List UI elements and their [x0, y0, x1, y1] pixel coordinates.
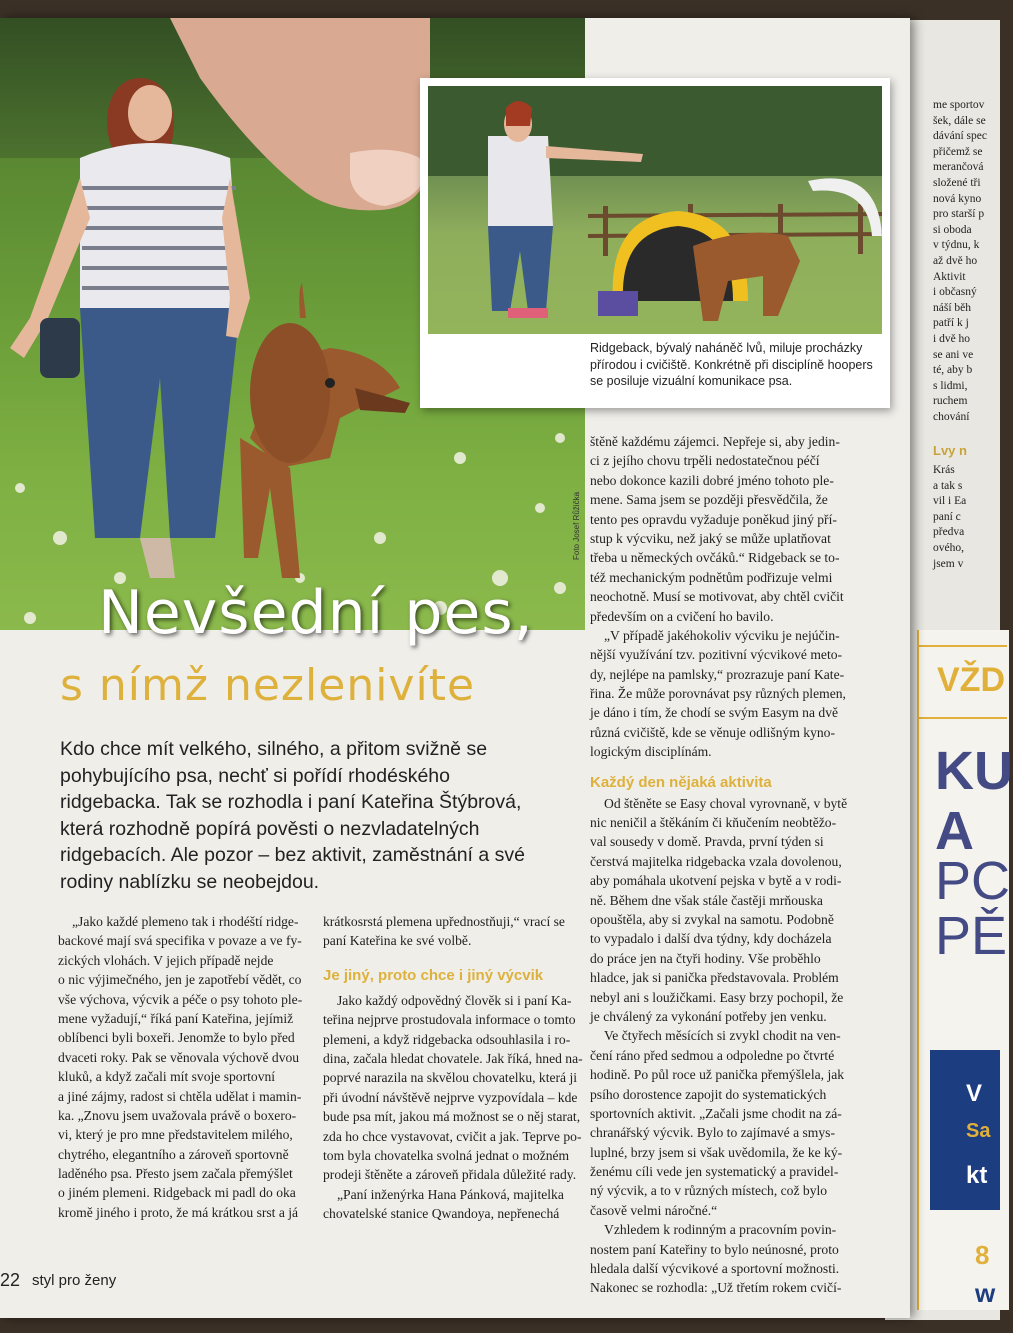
text-line: nostem paní Kateřiny to bylo neúnosné, proto [590, 1241, 839, 1257]
text-line: tom byla chovatelka svolná jednat o možném [323, 1147, 570, 1163]
text-line: do práce jen na čtyři hodiny. Vše proběhlo [590, 950, 821, 966]
text-line: čení ráno před sedmou a odpoledne po čtvrté [590, 1047, 835, 1063]
text-line: kromě jiného i proto, že má krátkou srst a já [58, 1204, 299, 1220]
lead-line: Kdo chce mít velkého, silného, a přitom svižně se [60, 738, 488, 760]
right-page-line: v týdnu, k [933, 239, 980, 252]
text-line: stup k výcviku, než jaký se může uplatňovat [590, 530, 831, 546]
text-line: o nic výjimečného, jen je zapotřebí vědět, co [58, 972, 302, 988]
text-line: mene. Sama jsem se později přesvědčila, že [590, 492, 828, 508]
text-line: zda ho chce vystavovat, cvičit a jak. Teprve po- [323, 1128, 582, 1144]
right-page-line: chování [933, 410, 970, 423]
text-line: především on a cvičení ho bavilo. [590, 608, 774, 624]
text-line: ně. Během dne však stále častěji mrňouska [590, 892, 823, 908]
text-line: paní Kateřina ke své volbě. [323, 933, 472, 949]
column-2 [323, 912, 583, 1223]
right-page-line: Krás [933, 464, 955, 477]
article-lead [60, 736, 580, 895]
text-line: štěně každému zájemci. Nepřeje si, aby jedin- [590, 434, 840, 449]
column-1 [58, 912, 308, 1222]
right-page-line: té, aby b [933, 364, 973, 377]
text-line: Od štěněte se Easy choval vyrovnaně, v bytě [604, 795, 848, 811]
text-line: backové mají svá specifika v povaze a ve fy- [58, 933, 302, 949]
right-page-line: i občasný [933, 286, 977, 299]
text-line: Ve čtyřech měsících si zvykl chodit na ven- [604, 1028, 841, 1044]
text-line: sportovních aktivit. „Začali jsme chodit na zá- [590, 1105, 842, 1121]
right-page-line: ruchem [933, 395, 968, 408]
text-line: ný výcvik, a to v různých místech, což bylo [590, 1183, 828, 1199]
text-line: neochotně. Musí se motivovat, aby chtěl cvičit [590, 589, 844, 605]
text-line: čerstvá majitelka ridgebacka vzala dovolenou, [590, 853, 842, 869]
text-line: prodeji štěněte a zároveň přidala důležité rady. [323, 1167, 577, 1183]
right-page-line: ového, [933, 542, 964, 555]
text-line: opouštěla, aby si zvykal na samotu. Podobně [590, 911, 834, 927]
text-line: dvaceti roky. Pak se věnovala výchově dvou [58, 1049, 300, 1065]
blue-ad-box [930, 1050, 1000, 1210]
text-line: časově velmi náročné.“ [590, 1202, 718, 1218]
right-page-line: přičemž se [933, 145, 983, 158]
band-text: VŽD [937, 661, 1005, 699]
text-line: zických vlohách. V jejich případě nejde [58, 952, 274, 968]
text-line: krátkosrstá plemena upřednostňuji,“ vrací se [323, 914, 565, 929]
text-line: Nakonec se rozhodla: „Už třetím rokem cvičí- [590, 1280, 842, 1296]
text-line: nější využívání tzv. pozitivní výcvikové meto- [590, 647, 843, 663]
magazine-name: styl pro ženy [32, 1272, 117, 1289]
text-line: logickým disciplínám. [590, 744, 712, 760]
lead-line: rodiny nablízku se neobejdou. [60, 870, 320, 893]
text-line: plemeni, a když ridgebacka odsouhlasila i ro- [323, 1031, 571, 1047]
right-page-line: vil i Ea [933, 495, 967, 508]
right-page-band [917, 645, 1007, 719]
text-line: též mechanickým podnětům podřizuje velmi [590, 569, 833, 585]
right-bottom-number: 8 [975, 1240, 990, 1270]
text-line: hodině. Po půl roce už panička přemýšlela, jak [590, 1067, 845, 1083]
blue-text-2: Sa [966, 1120, 991, 1142]
right-page-line: nová kyno [933, 192, 982, 205]
article-subtitle: s nímž nezlenivíte [60, 660, 476, 711]
right-page-line: Aktivit [933, 270, 966, 283]
text-line: nebo dokonce kazili dobré jméno tohoto ple- [590, 472, 834, 488]
text-line: vi, který je pro mne představitelem milého, [58, 1127, 293, 1143]
right-page-line: a tak s [933, 479, 963, 492]
lead-line: pohybujícího psa, nechť si pořídí rhodéského [60, 764, 450, 787]
right-page-line: předva [933, 526, 965, 539]
inset-photo [428, 86, 882, 334]
spacer [933, 425, 1003, 443]
lead-line: která rozhodně popírá pověsti o nezvladatelných [60, 817, 480, 840]
text-line: o jiném plemeni. Ridgeback mi padl do oka [58, 1185, 296, 1201]
text-line: Jako každý odpovědný člověk si i paní Ka- [337, 992, 572, 1008]
text-line: poprvé narazila na skvělou chovatelku, která ji [323, 1070, 578, 1086]
text-line: teřina nejprve prostudovala informace o tomto [323, 1012, 576, 1028]
text-line: nebyl ani s loužičkami. Easy brzy pochopil, že [590, 989, 844, 1005]
text-line: chytrého, elegantního a zároveň sportovně [58, 1146, 289, 1162]
text-line: tento pes opravdu vyžaduje poněkud jiný pří- [590, 511, 837, 527]
big-text-1: KU [935, 741, 1013, 801]
right-page-line: i dvě ho [933, 332, 971, 345]
inset-photo-frame [420, 78, 890, 408]
text-line: chovatelské stanice Qwandoya, nepřenechá [323, 1206, 560, 1222]
text-line: luplné, brzy jsem si však uvědomila, že ke ký- [590, 1144, 843, 1160]
text-line: kluků, a když začali mít svoje sportovní [58, 1069, 276, 1085]
spacer [323, 951, 578, 965]
text-line: řina. Že může porovnávat psy různých plemen, [590, 686, 846, 702]
text-line: ka. „Znovu jsem uvažovala právě o boxero- [58, 1107, 297, 1123]
text-line: dina, začala hledat chovatele. Jak říká, hned na- [323, 1050, 583, 1066]
spacer [590, 762, 870, 772]
photo-credit: Foto Josef Růžička [572, 491, 581, 560]
right-bottom-letter: w [975, 1278, 996, 1308]
right-page-line: s lidmi, [933, 379, 968, 392]
text-line: val sousedy v domě. Pravda, první týden si [590, 834, 824, 850]
text-line: je chválený za vykonání potřeby jen venku. [590, 1008, 827, 1024]
right-page-line: jsem v [933, 557, 964, 570]
right-page-heading: Lvy n [933, 443, 967, 459]
text-line: to vypadalo i další dva týdny, kdy docházela [590, 931, 832, 947]
text-line: třeba u německých ovčáků.“ Ridgeback se to- [590, 550, 840, 566]
right-page-line: se ani ve [933, 348, 974, 361]
text-line: laděného psa. Přesto jsem začala přemýšlet [58, 1166, 293, 1182]
right-page-line: dávání spec [933, 130, 987, 143]
text-line: chranářský výcvik. Bylo to zajímavé a smys- [590, 1125, 835, 1141]
text-line: „Jako každé plemeno tak i rhodéští ridge- [72, 914, 299, 929]
right-page-line: si oboda [933, 223, 972, 236]
big-text-3: PC [935, 851, 1011, 911]
lead-line: ridgebacka. Tak se rozhodla i paní Kateřina Štýbrová, [60, 791, 522, 813]
big-text-4: PĚ [935, 906, 1008, 966]
right-page-line: až dvě ho [933, 254, 978, 267]
right-page-line: merančová [933, 161, 984, 174]
text-line: ci z jejího chovu trpěli nedostatečnou péčí [590, 453, 820, 469]
article-title: Nevšední pes, [98, 578, 534, 648]
right-page-line: šek, dále se [933, 114, 986, 127]
photo-caption: Ridgeback, bývalý naháněč lvů, miluje procházky přírodou i cvičiště. Konkrétně při disciplíně hoopers se posiluje vizuální komunikace psa. [590, 341, 873, 388]
text-line: hladce, jak si panička představovala. Problém [590, 970, 839, 986]
text-line: různá cvičiště, kde se věnuje odlišným kyno- [590, 724, 835, 740]
right-page-line: náší běh [933, 301, 972, 314]
text-line: hledala další výcvikové a sportovní možnosti. [590, 1261, 840, 1277]
text-line: a jiné zájmy, radost si chtěla udělat i mamin- [58, 1088, 302, 1104]
right-page-line: patří k j [933, 317, 969, 330]
text-line: ženému cíli vede jen systematický a pravidel- [590, 1164, 839, 1180]
text-line: psího dorostence zapojit do systematických [590, 1086, 827, 1102]
big-text-2: A [935, 801, 974, 861]
text-line: dy, nejlépe na pamlsky,“ prozrazuje paní Kate- [590, 666, 845, 682]
text-line: nic neničil a štěkáním či kňučením neobtěžo- [590, 815, 837, 831]
text-line: mene vyžadují,“ říká paní Kateřina, jejímiž [58, 1010, 294, 1026]
page-number: 22 [0, 1270, 21, 1290]
blue-text-1: V [966, 1080, 983, 1107]
text-line: je dáno i tím, že chodí se svým Easym na dvě [590, 705, 839, 721]
right-page-line: pro starší p [933, 208, 985, 221]
text-line: aby pomáhala ukotvení pejska v bytě a v rodi- [590, 873, 842, 889]
lead-line: ridgebacích. Ale pozor – bez aktivit, zaměstnání a své [60, 844, 526, 866]
text-line: při úvodní návštěvě nejprve vyzpovídala – kde [323, 1089, 578, 1105]
right-page-line: složené tři [933, 176, 981, 189]
section-heading: Je jiný, proto chce i jiný výcvik [323, 966, 544, 984]
text-line: Vzhledem k rodinným a pracovním povin- [604, 1222, 837, 1238]
right-page-line: me sportov [933, 99, 985, 111]
text-line: bude psa mít, jakou má možnost se o něj starat, [323, 1109, 581, 1125]
right-page-line: paní c [933, 510, 961, 523]
text-line: „V případě jakéhokoliv výcviku je nejúčin- [604, 627, 840, 643]
right-page-text [933, 98, 1003, 572]
section-heading: Každý den nějaká aktivita [590, 773, 772, 791]
column-3 [590, 432, 870, 1298]
text-line: oblíbenci byli boxeři. Jenomže to bylo před [58, 1030, 295, 1046]
blue-text-3: kt [966, 1162, 988, 1189]
text-line: „Paní inženýrka Hana Pánková, majitelka [337, 1186, 564, 1202]
text-line: vše výchova, výcvik a péče o psy tohoto ple- [58, 991, 303, 1007]
